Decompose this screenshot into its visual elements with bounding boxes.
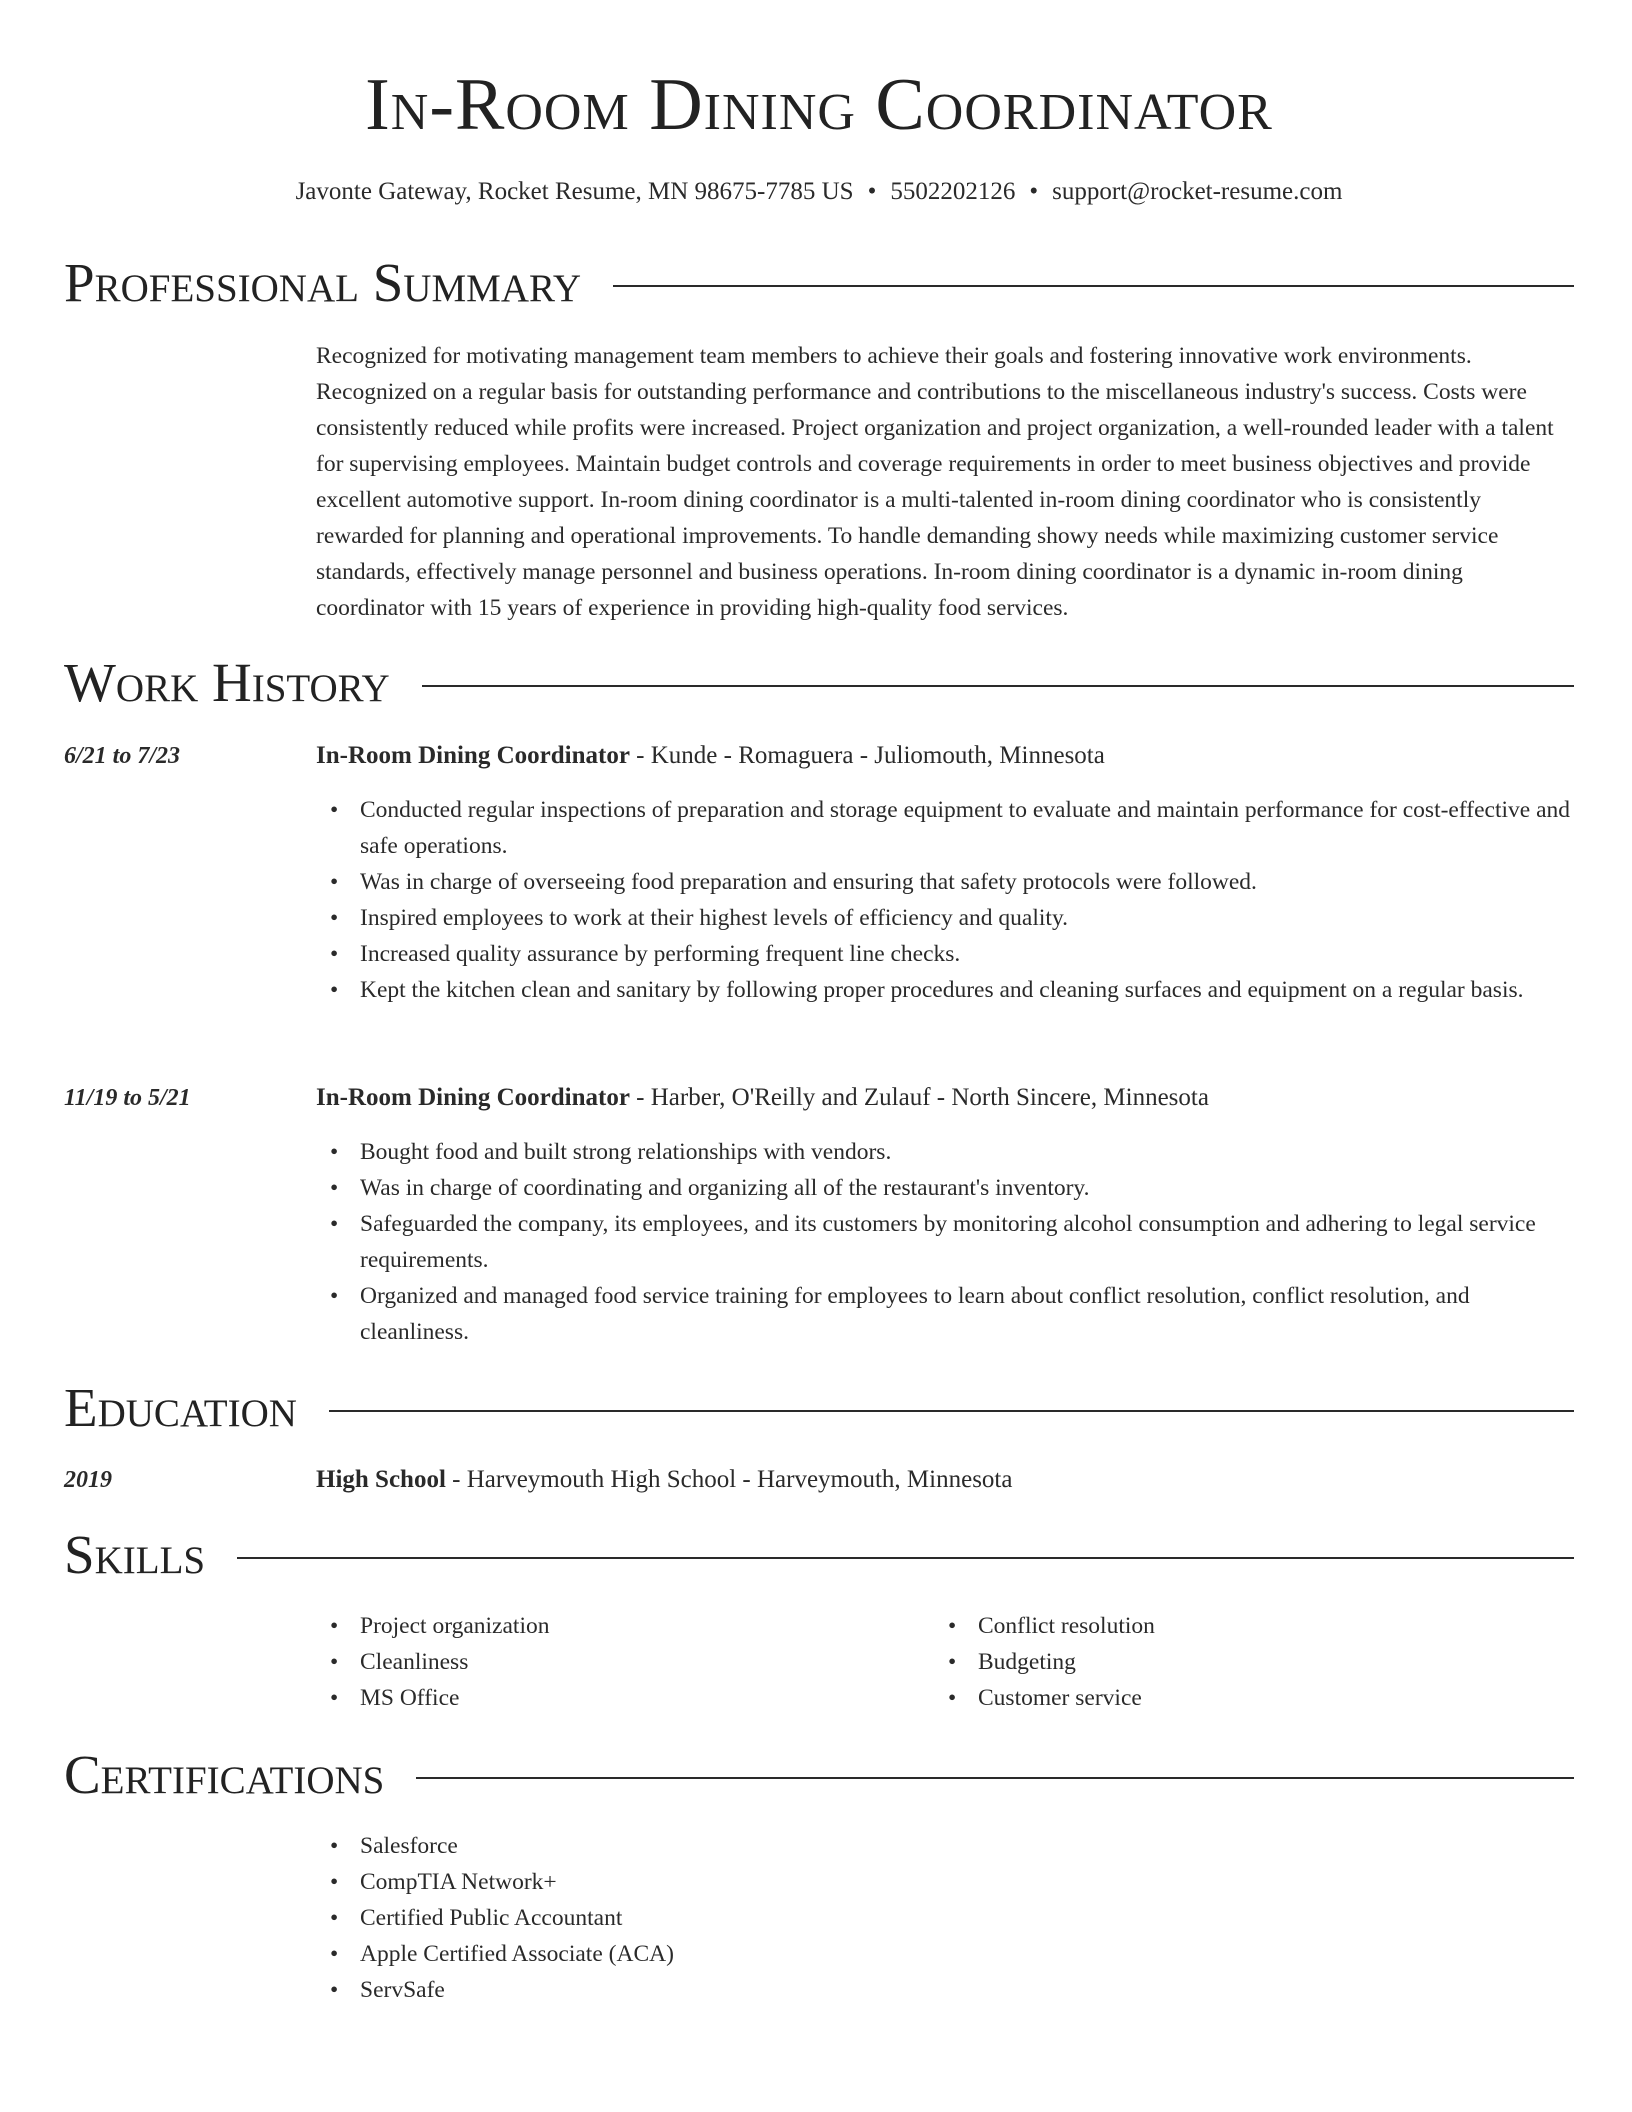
job-bullets [316,792,1574,1008]
list-item: • Inspired employees to work at their highest levels of efficiency and quality. [360,900,1574,936]
skill-item: • Conflict resolution [978,1608,1534,1644]
education-details: - Harveymouth High School - Harveymouth, Minnesota [445,1466,1013,1493]
certification-item: • ServSafe [360,1972,1574,2008]
skill-item: • Customer service [978,1680,1534,1716]
section-divider [329,1410,1574,1412]
skill-item: • Budgeting [978,1644,1534,1680]
education-section-header [64,1375,1574,1441]
section-divider [613,285,1574,287]
certification-item: • Certified Public Accountant [360,1900,1574,1936]
job-dates: 11/19 to 5/21 [64,1085,191,1111]
section-title-certifications: Certifications [64,1744,385,1805]
section-title-summary: Professional Summary [64,252,582,313]
skill-item: • Cleanliness [360,1644,916,1680]
certification-item: • Salesforce [360,1828,1574,1864]
candidate-name: In-Room Dining Coordinator [365,64,1273,146]
summary-section-header [64,250,1574,316]
certification-item: • CompTIA Network+ [360,1864,1574,1900]
job-dates: 6/21 to 7/23 [64,743,181,769]
contact-email: support@rocket-resume.com [1052,178,1343,205]
contact-phone: 5502202126 [890,178,1016,205]
section-divider [422,685,1574,687]
contact-line [64,174,1574,210]
list-item: • Was in charge of coordinating and organizing all of the restaurant's inventory. [360,1170,1574,1206]
education-line [316,1462,1574,1498]
section-divider [237,1557,1574,1559]
job-details: - Harber, O'Reilly and Zulauf - North Sincere, Minnesota [629,1084,1209,1111]
job-role: In-Room Dining Coordinator [316,742,630,769]
list-item: • Safeguarded the company, its employees, and its customers by monitoring alcohol consumption and adhering to legal service requirements. [360,1206,1574,1278]
certification-item: • Apple Certified Associate (ACA) [360,1936,1574,1972]
job-details: - Kunde - Romaguera - Juliomouth, Minnesota [629,742,1105,769]
education-degree: High School [316,1466,446,1493]
education-year: 2019 [64,1467,112,1493]
contact-address: Javonte Gateway, Rocket Resume, MN 98675-7785 US [295,178,854,205]
summary-text: Recognized for motivating management team members to achieve their goals and fostering innovative work environments. Recognized on a regular basis for outstanding performance and contributions to the miscellaneous industry's success. Costs were consistently reduced while profits were increased. Project organization and project organization, a well-rounded leader with a talent for supervising employees. Maintain budget controls and coverage requirements in order to meet business objectives and provide excellent automotive support. In-room dining coordinator is a multi-talented in-room dining coordinator who is consistently rewarded for planning and operational improvements. To handle demanding showy needs while maximizing customer service standards, effectively manage personnel and business operations. In-room dining coordinator is a dynamic in-room dining coordinator with 15 years of experience in providing high-quality food services. [316,343,1554,621]
job-title-line [316,1080,1574,1116]
section-divider [416,1777,1574,1779]
section-title-work: Work History [64,652,390,713]
skills-list-left [316,1608,916,1716]
contact-separator: • [1029,178,1039,205]
section-title-skills: Skills [64,1524,206,1585]
contact-separator: • [867,178,877,205]
list-item: • Bought food and built strong relationships with vendors. [360,1134,1574,1170]
skills-section-header [64,1522,1574,1588]
skill-item: • MS Office [360,1680,916,1716]
list-item: • Organized and managed food service training for employees to learn about conflict resolution, conflict resolution, and cleanliness. [360,1278,1574,1350]
job-bullets [316,1134,1574,1350]
job-title-line [316,738,1574,774]
list-item: • Conducted regular inspections of preparation and storage equipment to evaluate and maintain performance for cost-effective and safe operations. [360,792,1574,864]
certifications-section-header [64,1742,1574,1808]
list-item: • Kept the kitchen clean and sanitary by following proper procedures and cleaning surfaces and equipment on a regular basis. [360,972,1574,1008]
section-title-education: Education [64,1377,297,1438]
job-role: In-Room Dining Coordinator [316,1084,630,1111]
list-item: • Was in charge of overseeing food preparation and ensuring that safety protocols were followed. [360,864,1574,900]
skills-list-right [934,1608,1534,1716]
work-section-header [64,650,1574,716]
certifications-list [316,1828,1574,2008]
list-item: • Increased quality assurance by performing frequent line checks. [360,936,1574,972]
skill-item: • Project organization [360,1608,916,1644]
